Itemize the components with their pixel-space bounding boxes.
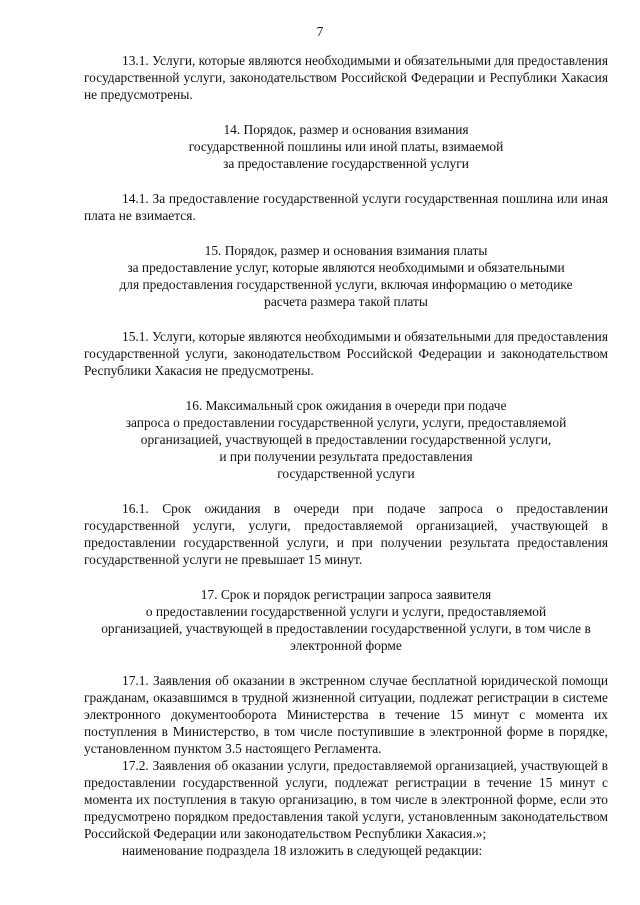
heading-line: для предоставления государственной услуги, включая информацию о методике [119, 277, 573, 292]
paragraph-15-1: 15.1. Услуги, которые являются необходимыми и обязательными для предоставления государственной услуги, законодательством Российской Федерации и законодательством Республики Хакасия не предусмотрены. [84, 329, 608, 378]
paragraph-13-1: 13.1. Услуги, которые являются необходимыми и обязательными для предоставления государственной услуги, законодательством Российской Федерации и Республики Хакасия не предусмотрены. [84, 53, 608, 102]
heading-line: за предоставление государственной услуги [223, 156, 469, 171]
heading-line: электронной форме [290, 638, 402, 653]
heading-line: за предоставление услуг, которые являются необходимыми и обязательными [127, 260, 565, 275]
document-body [84, 52, 608, 859]
heading-line: государственной пошлины или иной платы, взимаемой [188, 139, 504, 154]
heading-line: организацией, участвующей в предоставлении государственной услуги, [140, 432, 552, 447]
paragraph-final: наименование подраздела 18 изложить в следующей редакции: [122, 843, 483, 858]
heading-line: 15. Порядок, размер и основания взимания платы [204, 243, 488, 258]
heading-15 [84, 242, 608, 310]
heading-line: 14. Порядок, размер и основания взимания [223, 122, 469, 137]
heading-line: запроса о предоставлении государственной услуги, услуги, предоставляемой [125, 415, 567, 430]
paragraph-16-1: 16.1. Срок ожидания в очереди при подаче запроса о предоставлении государственной услуги, услуги, предоставляемой организацией, участвующей в предоставлении государственной услуги, и при получении результата предоставления государственной услуги не превышает 15 минут. [84, 501, 608, 567]
heading-line: государственной услуги [277, 466, 415, 481]
heading-line: и при получении результата предоставления [219, 449, 473, 464]
heading-16 [84, 397, 608, 482]
paragraph-17-2: 17.2. Заявления об оказании услуги, предоставляемой организацией, участвующей в предоставлении государственной услуги, подлежат регистрации в течение 15 минут с момента их поступления в такую организацию, в том числе в электронной форме, если это предусмотрено порядком предоставления такой услуги, установленным законодательством Российской Федерации или законодательством Республики Хакасия.»; [84, 758, 608, 841]
heading-line: расчета размера такой платы [264, 294, 428, 309]
heading-line: 17. Срок и порядок регистрации запроса заявителя [200, 587, 492, 602]
heading-14 [84, 121, 608, 172]
heading-line: 16. Максимальный срок ожидания в очереди при подаче [185, 398, 507, 413]
paragraph-17-1: 17.1. Заявления об оказании в экстренном случае бесплатной юридической помощи гражданам, оказавшимся в трудной жизненной ситуации, подлежат регистрации в системе электронного документооборота Министерства в течение 15 минут с момента их поступления в Министерство, в том числе поступившие в электронной форме в порядке, установленном пунктом 3.5 настоящего Регламента. [84, 673, 608, 756]
heading-line: о предоставлении государственной услуги и услуги, предоставляемой [145, 604, 547, 619]
heading-line: организацией, участвующей в предоставлении государственной услуги, в том числе в [101, 621, 591, 636]
heading-17 [84, 586, 608, 654]
page-number: 7 [316, 24, 324, 39]
paragraph-14-1: 14.1. За предоставление государственной услуги государственная пошлина или иная плата не взимается. [84, 191, 608, 223]
